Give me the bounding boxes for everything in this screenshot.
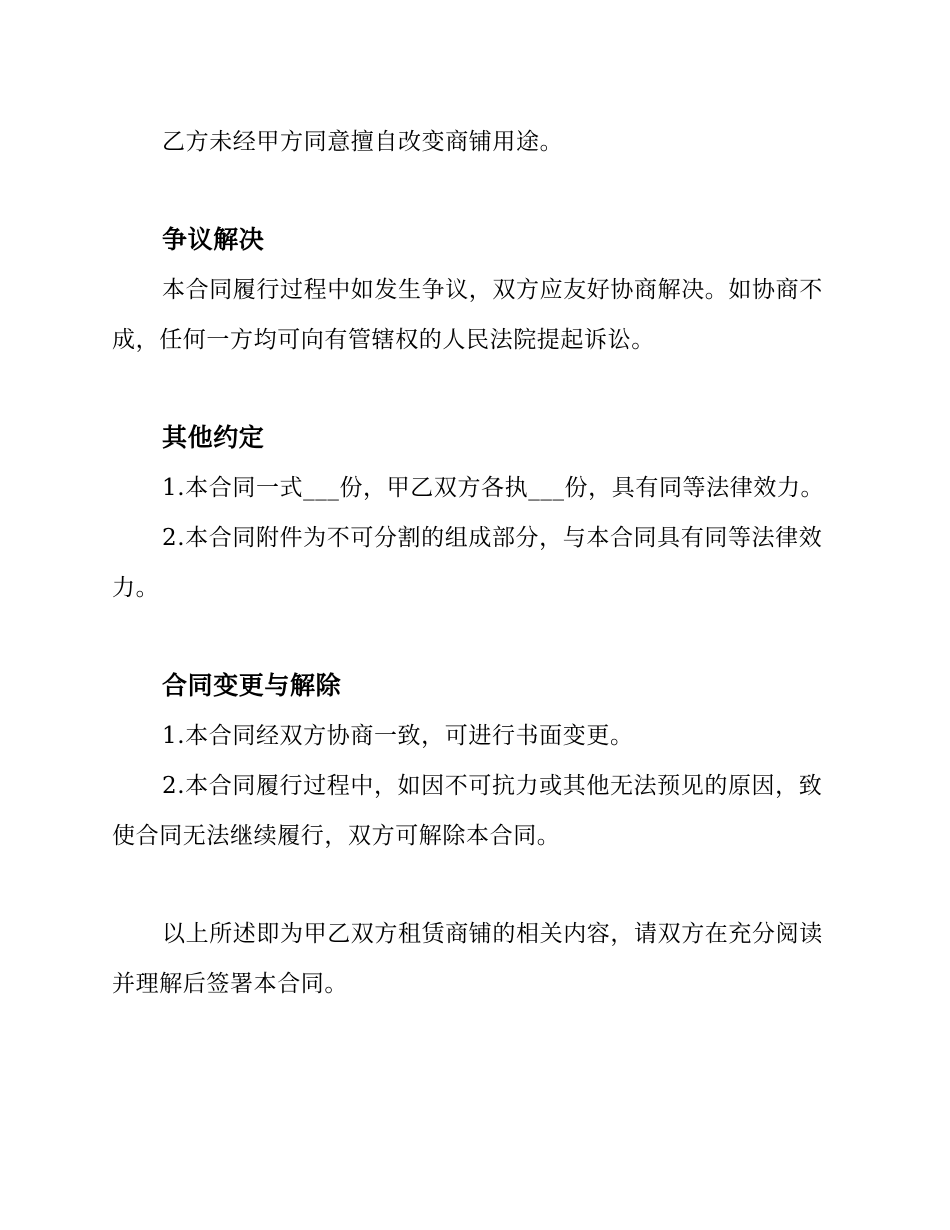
paragraph-other-agreements-2: 2.本合同附件为不可分割的组成部分，与本合同具有同等法律效力。 — [112, 525, 823, 601]
heading-other-agreements: 其他约定 — [162, 423, 265, 452]
document-body — [112, 117, 832, 1009]
paragraph-intro-tail: 乙方未经甲方同意擅自改变商铺用途。 — [162, 129, 564, 155]
section-spacer — [112, 167, 832, 215]
section-spacer — [112, 861, 832, 909]
section-spacer — [112, 365, 832, 413]
heading-contract-change: 合同变更与解除 — [162, 671, 342, 700]
paragraph-other-agreements-1: 1.本合同一式___份，甲乙双方各执___份，具有同等法律效力。 — [162, 475, 825, 501]
paragraph-dispute-resolution: 本合同履行过程中如发生争议，双方应友好协商解决。如协商不成，任何一方均可向有管辖权的人民法院提起诉讼。 — [112, 277, 823, 353]
section-spacer — [112, 613, 832, 661]
paragraph-closing: 以上所述即为甲乙双方租赁商铺的相关内容，请双方在充分阅读并理解后签署本合同。 — [112, 921, 823, 997]
heading-dispute-resolution: 争议解决 — [162, 225, 265, 254]
paragraph-contract-change-1: 1.本合同经双方协商一致，可进行书面变更。 — [162, 723, 634, 749]
paragraph-contract-change-2: 2.本合同履行过程中，如因不可抗力或其他无法预见的原因，致使合同无法继续履行，双方可解除本合同。 — [112, 773, 823, 849]
